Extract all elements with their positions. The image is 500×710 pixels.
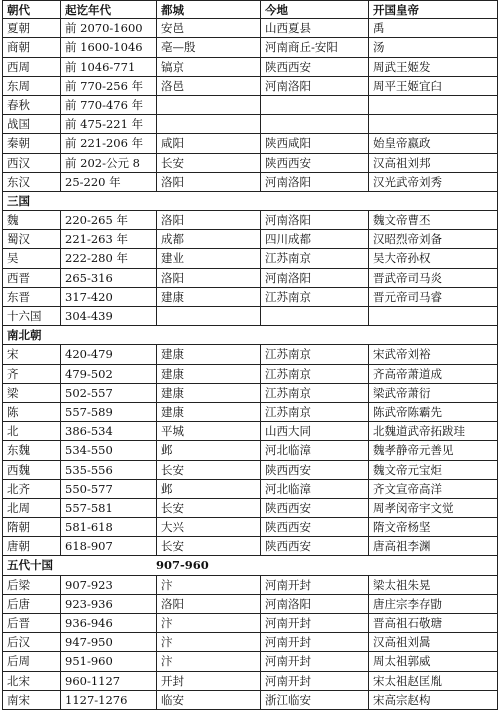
- table-cell: 前 1600-1046: [60, 38, 156, 56]
- table-cell: 建康: [156, 384, 260, 402]
- table-cell: 汴: [156, 633, 260, 651]
- table-row: [2, 230, 498, 249]
- table-cell: 河北临漳: [260, 441, 368, 459]
- table-row: [2, 269, 498, 288]
- table-row: [2, 96, 498, 115]
- table-cell: 后唐: [2, 595, 60, 613]
- table-cell: 陈: [2, 403, 60, 421]
- table-cell: 前 202-公元 8: [60, 154, 156, 172]
- table-header-row: [2, 0, 498, 19]
- table-cell: 河南开封: [260, 576, 368, 594]
- table-cell: 北宋: [2, 672, 60, 690]
- table-cell: 前 475-221 年: [60, 115, 156, 133]
- section-row: [2, 192, 498, 211]
- table-cell: 汉光武帝刘秀: [368, 173, 498, 191]
- table-cell: 山西夏县: [260, 19, 368, 37]
- table-cell: 1127-1276: [60, 691, 156, 709]
- table-cell: 梁: [2, 384, 60, 402]
- table-cell: [156, 115, 260, 133]
- table-row: [2, 595, 498, 614]
- table-cell: 汴: [156, 652, 260, 670]
- table-cell: 923-936: [60, 595, 156, 613]
- table-cell: 947-950: [60, 633, 156, 651]
- table-cell: 北周: [2, 499, 60, 517]
- table-cell: 咸阳: [156, 134, 260, 152]
- table-cell: 晋高祖石敬瑭: [368, 614, 498, 632]
- table-cell: 西魏: [2, 461, 60, 479]
- table-cell: 周太祖郭威: [368, 652, 498, 670]
- table-cell: 后晋: [2, 614, 60, 632]
- table-cell: 洛阳: [156, 173, 260, 191]
- table-cell: 吴: [2, 249, 60, 267]
- section-row: [2, 326, 498, 345]
- table-row: [2, 58, 498, 77]
- table-cell: 陕西西安: [260, 461, 368, 479]
- table-cell: 陕西咸阳: [260, 134, 368, 152]
- table-cell: 东周: [2, 77, 60, 95]
- table-cell: 北齐: [2, 480, 60, 498]
- table-cell: 洛邑: [156, 77, 260, 95]
- table-cell: 东魏: [2, 441, 60, 459]
- table-cell: 557-581: [60, 499, 156, 517]
- table-cell: 西周: [2, 58, 60, 76]
- table-cell: 商朝: [2, 38, 60, 56]
- table-cell: 479-502: [60, 365, 156, 383]
- table-cell: 前 1046-771: [60, 58, 156, 76]
- table-cell: 魏文帝元宝炬: [368, 461, 498, 479]
- table-cell: 大兴: [156, 518, 260, 536]
- table-row: [2, 672, 498, 691]
- table-cell: 汉昭烈帝刘备: [368, 230, 498, 248]
- header-cell: 开国皇帝: [368, 1, 498, 18]
- table-cell: 河南商丘-安阳: [260, 38, 368, 56]
- section-range: 907-960: [156, 556, 498, 574]
- table-cell: 陕西西安: [260, 518, 368, 536]
- table-cell: 西汉: [2, 154, 60, 172]
- table-row: [2, 249, 498, 268]
- table-cell: 222-280 年: [60, 249, 156, 267]
- table-cell: 浙江临安: [260, 691, 368, 709]
- table-cell: 宋: [2, 345, 60, 363]
- section-label: 三国: [2, 192, 498, 210]
- table-cell: 265-316: [60, 269, 156, 287]
- table-cell: 陈武帝陈霸先: [368, 403, 498, 421]
- table-row: [2, 365, 498, 384]
- table-cell: 汴: [156, 576, 260, 594]
- table-cell: 陕西西安: [260, 154, 368, 172]
- table-row: [2, 307, 498, 326]
- table-cell: 十六国: [2, 307, 60, 325]
- table-cell: 317-420: [60, 288, 156, 306]
- table-cell: 夏朝: [2, 19, 60, 37]
- table-cell: 齐文宣帝高洋: [368, 480, 498, 498]
- table-cell: 河南洛阳: [260, 173, 368, 191]
- table-cell: 唐高祖李渊: [368, 537, 498, 555]
- table-row: [2, 691, 498, 710]
- table-cell: [368, 115, 498, 133]
- table-cell: 梁武帝萧衍: [368, 384, 498, 402]
- section-label: 五代十国: [2, 556, 156, 574]
- section-label: 南北朝: [2, 326, 498, 344]
- table-row: [2, 576, 498, 595]
- table-cell: [260, 307, 368, 325]
- table-cell: 成都: [156, 230, 260, 248]
- table-cell: 西晋: [2, 269, 60, 287]
- table-cell: 534-550: [60, 441, 156, 459]
- table-row: [2, 403, 498, 422]
- table-cell: [156, 307, 260, 325]
- table-row: [2, 518, 498, 537]
- table-row: [2, 134, 498, 153]
- table-row: [2, 422, 498, 441]
- table-cell: 汴: [156, 614, 260, 632]
- table-cell: 后汉: [2, 633, 60, 651]
- table-cell: 汉高祖刘暠: [368, 633, 498, 651]
- table-cell: 始皇帝嬴政: [368, 134, 498, 152]
- table-cell: [368, 96, 498, 114]
- table-cell: 安邑: [156, 19, 260, 37]
- header-cell: 今地: [260, 1, 368, 18]
- table-row: [2, 480, 498, 499]
- table-cell: 河南洛阳: [260, 595, 368, 613]
- table-cell: 洛阳: [156, 269, 260, 287]
- table-cell: 陕西西安: [260, 499, 368, 517]
- table-cell: 平城: [156, 422, 260, 440]
- table-cell: 建康: [156, 365, 260, 383]
- table-cell: 汉高祖刘邦: [368, 154, 498, 172]
- table-cell: 晋元帝司马睿: [368, 288, 498, 306]
- table-cell: 蜀汉: [2, 230, 60, 248]
- table-cell: 951-960: [60, 652, 156, 670]
- table-row: [2, 38, 498, 57]
- table-cell: 魏孝静帝元善见: [368, 441, 498, 459]
- table-row: [2, 115, 498, 134]
- table-cell: 后周: [2, 652, 60, 670]
- table-cell: 齐: [2, 365, 60, 383]
- table-cell: 唐庄宗李存勖: [368, 595, 498, 613]
- table-cell: 秦朝: [2, 134, 60, 152]
- table-cell: 齐高帝萧道成: [368, 365, 498, 383]
- table-cell: 建康: [156, 403, 260, 421]
- table-row: [2, 384, 498, 403]
- table-cell: 河南开封: [260, 652, 368, 670]
- table-row: [2, 633, 498, 652]
- table-cell: 战国: [2, 115, 60, 133]
- table-cell: 洛阳: [156, 595, 260, 613]
- table-cell: 汤: [368, 38, 498, 56]
- table-cell: 502-557: [60, 384, 156, 402]
- table-cell: 后梁: [2, 576, 60, 594]
- table-cell: 北魏道武帝拓跋珪: [368, 422, 498, 440]
- table-cell: 周平王姬宜臼: [368, 77, 498, 95]
- table-cell: 河南开封: [260, 672, 368, 690]
- table-cell: 北: [2, 422, 60, 440]
- table-cell: 镐京: [156, 58, 260, 76]
- table-row: [2, 19, 498, 38]
- table-cell: 550-577: [60, 480, 156, 498]
- table-cell: 河北临漳: [260, 480, 368, 498]
- table-cell: 25-220 年: [60, 173, 156, 191]
- table-cell: 长安: [156, 154, 260, 172]
- table-cell: 建康: [156, 345, 260, 363]
- table-row: [2, 211, 498, 230]
- table-cell: 周孝闵帝宇文觉: [368, 499, 498, 517]
- table-cell: 907-923: [60, 576, 156, 594]
- table-cell: 隋文帝杨坚: [368, 518, 498, 536]
- table-cell: 建康: [156, 288, 260, 306]
- table-cell: 春秋: [2, 96, 60, 114]
- table-cell: 南宋: [2, 691, 60, 709]
- table-cell: 221-263 年: [60, 230, 156, 248]
- table-cell: 前 2070-1600: [60, 19, 156, 37]
- table-row: [2, 614, 498, 633]
- table-cell: 前 221-206 年: [60, 134, 156, 152]
- table-cell: 隋朝: [2, 518, 60, 536]
- table-cell: 220-265 年: [60, 211, 156, 229]
- table-cell: 江苏南京: [260, 345, 368, 363]
- table-cell: 魏文帝曹丕: [368, 211, 498, 229]
- table-cell: 洛阳: [156, 211, 260, 229]
- table-cell: 前 770-476 年: [60, 96, 156, 114]
- table-cell: 晋武帝司马炎: [368, 269, 498, 287]
- table-cell: 宋武帝刘裕: [368, 345, 498, 363]
- table-cell: 陕西西安: [260, 537, 368, 555]
- section-row: [2, 556, 498, 575]
- table-cell: 江苏南京: [260, 403, 368, 421]
- table-row: [2, 499, 498, 518]
- table-cell: 河南开封: [260, 614, 368, 632]
- table-cell: [156, 96, 260, 114]
- table-row: [2, 173, 498, 192]
- table-cell: 禹: [368, 19, 498, 37]
- dynasty-table: [2, 0, 498, 710]
- table-cell: 江苏南京: [260, 365, 368, 383]
- table-cell: 邺: [156, 441, 260, 459]
- header-cell: 都城: [156, 1, 260, 18]
- table-cell: 临安: [156, 691, 260, 709]
- table-cell: 四川成都: [260, 230, 368, 248]
- table-cell: [260, 96, 368, 114]
- table-cell: 唐朝: [2, 537, 60, 555]
- table-cell: 江苏南京: [260, 384, 368, 402]
- table-cell: 江苏南京: [260, 249, 368, 267]
- table-cell: 581-618: [60, 518, 156, 536]
- table-cell: 960-1127: [60, 672, 156, 690]
- table-cell: 东汉: [2, 173, 60, 191]
- header-cell: 起讫年代: [60, 1, 156, 18]
- table-cell: 河南洛阳: [260, 211, 368, 229]
- table-cell: 邺: [156, 480, 260, 498]
- table-cell: 304-439: [60, 307, 156, 325]
- table-cell: 河南洛阳: [260, 269, 368, 287]
- table-cell: 吴大帝孙权: [368, 249, 498, 267]
- table-cell: 长安: [156, 499, 260, 517]
- table-cell: 亳—殷: [156, 38, 260, 56]
- table-cell: 河南开封: [260, 633, 368, 651]
- table-cell: 618-907: [60, 537, 156, 555]
- table-cell: 开封: [156, 672, 260, 690]
- table-row: [2, 461, 498, 480]
- table-row: [2, 288, 498, 307]
- table-cell: 535-556: [60, 461, 156, 479]
- table-row: [2, 441, 498, 460]
- table-cell: 前 770-256 年: [60, 77, 156, 95]
- table-cell: 东晋: [2, 288, 60, 306]
- table-cell: 长安: [156, 537, 260, 555]
- table-cell: 陕西西安: [260, 58, 368, 76]
- table-cell: 河南洛阳: [260, 77, 368, 95]
- header-cell: 朝代: [2, 1, 60, 18]
- table-row: [2, 652, 498, 671]
- table-cell: 梁太祖朱晃: [368, 576, 498, 594]
- table-cell: 宋太祖赵匡胤: [368, 672, 498, 690]
- table-row: [2, 345, 498, 364]
- table-cell: 长安: [156, 461, 260, 479]
- table-cell: 557-589: [60, 403, 156, 421]
- table-row: [2, 537, 498, 556]
- table-row: [2, 154, 498, 173]
- table-cell: 936-946: [60, 614, 156, 632]
- table-cell: [260, 115, 368, 133]
- table-cell: 386-534: [60, 422, 156, 440]
- table-cell: 江苏南京: [260, 288, 368, 306]
- table-row: [2, 77, 498, 96]
- table-cell: 周武王姬发: [368, 58, 498, 76]
- table-cell: 宋高宗赵构: [368, 691, 498, 709]
- table-cell: [368, 307, 498, 325]
- table-cell: 420-479: [60, 345, 156, 363]
- table-cell: 建业: [156, 249, 260, 267]
- table-cell: 山西大同: [260, 422, 368, 440]
- table-cell: 魏: [2, 211, 60, 229]
